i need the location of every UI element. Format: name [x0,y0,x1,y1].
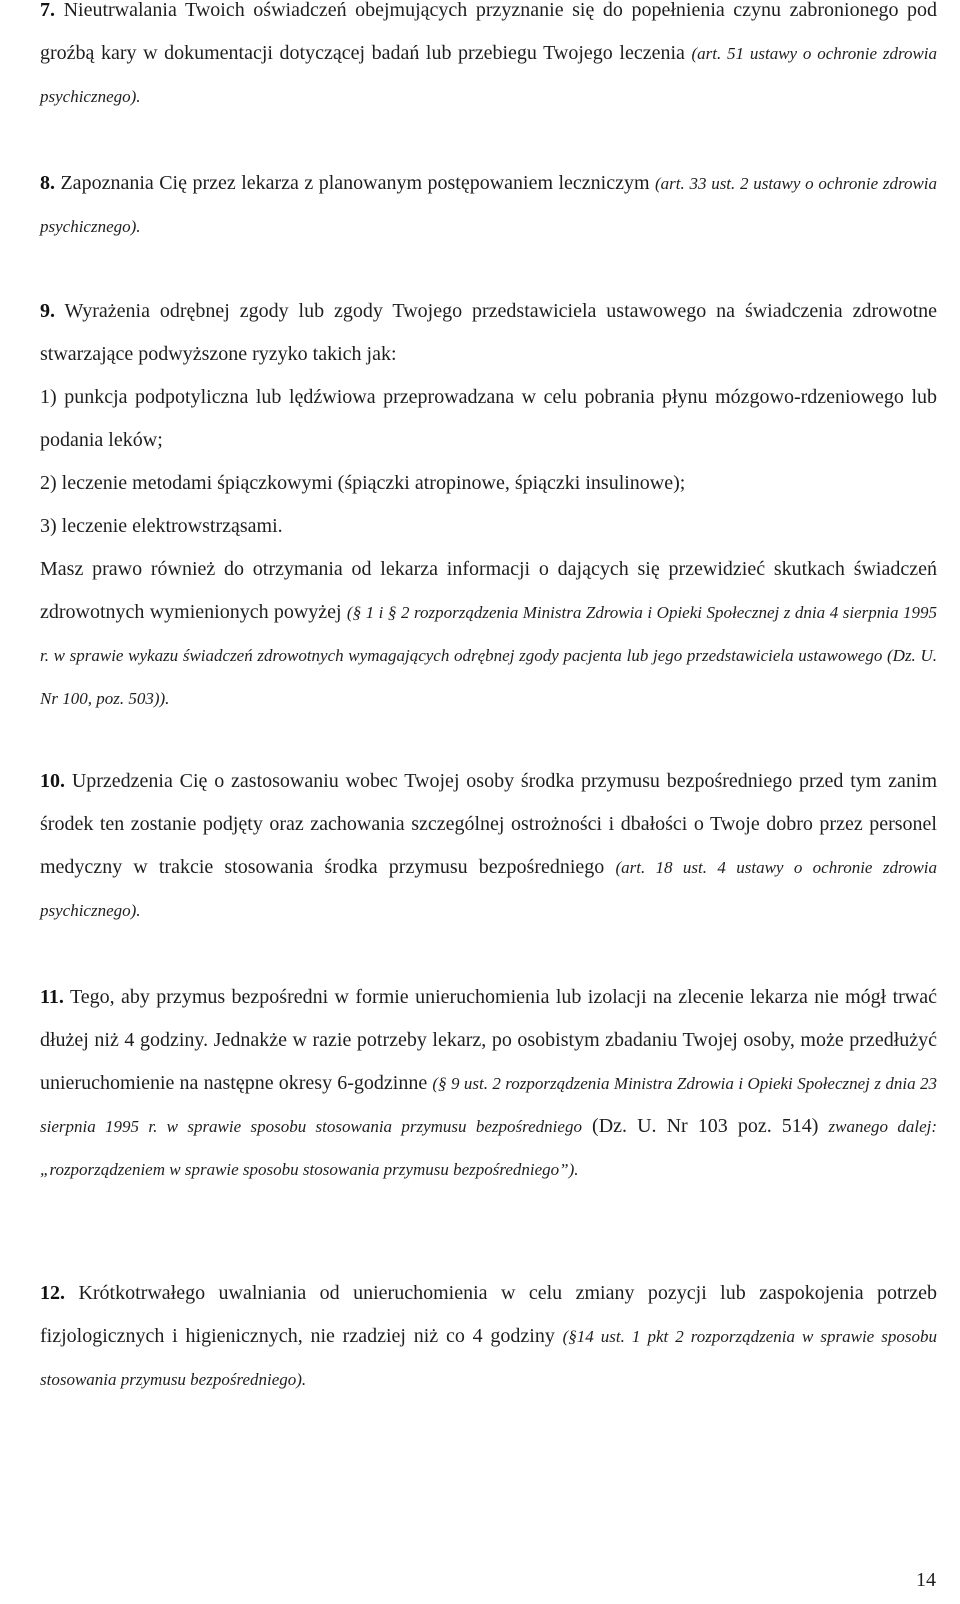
item-text: Tego, aby przymus bezpośredni w formie unieruchomienia lub izolacji na zlecenie lekarza nie mógł trwać dłużej niż 4 godziny. Jednakże w razie potrzeby lekarz, po osobistym zbadaniu Twojej osoby, może przedłużyć unieruchomienie na następne okresy 6-godzinne [40,986,937,1094]
item-citation: (§14 ust. 1 pkt 2 rozporządzenia w sprawie sposobu stosowania przymusu bezpośredniego). [40,1327,937,1389]
item-citation-tail: zwanego dalej: „rozporządzeniem w sprawie sposobu stosowania przymusu bezpośredniego”). [40,1117,938,1179]
item-number: 10. [40,770,65,792]
item-citation: (art. 33 ust. 2 ustawy o ochronie zdrowia psychicznego). [40,174,938,236]
item-continuation: Masz prawo również do otrzymania od lekarza informacji o dających się przewidzieć skutkach świadczeń zdrowotnych wymienionych powyżej [40,558,937,623]
item-11 [40,976,937,1191]
item-number: 8. [40,172,55,194]
sub-point-3: 3) leczenie elektrowstrząsami. [40,515,283,537]
item-number: 11. [40,986,64,1008]
item-7 [40,0,937,118]
item-citation: (§ 9 ust. 2 rozporządzenia Ministra Zdrowia i Opieki Społecznej z dnia 23 sierpnia 1995 r. w sprawie sposobu stosowania przymusu bezpośredniego [40,1074,937,1136]
sub-point-2: 2) leczenie metodami śpiączkowymi (śpiączki atropinowe, śpiączki insulinowe); [40,472,686,494]
item-number: 9. [40,300,55,322]
item-text: Nieutrwalania Twoich oświadczeń obejmujących przyznanie się do popełnienia czynu zabronionego pod groźbą kary w dokumentacji dotyczącej badań lub przebiegu Twojego leczenia [40,0,938,64]
item-number: 12. [40,1282,65,1304]
item-10 [40,760,937,932]
item-citation: (§ 1 i § 2 rozporządzenia Ministra Zdrowia i Opieki Społecznej z dnia 4 sierpnia 1995 r. w sprawie wykazu świadczeń zdrowotnych wymagających odrębnej zgody pacjenta lub jego przedstawiciela ustawowego (Dz. U. Nr 100, poz. 503)). [40,603,937,708]
item-number: 7. [40,0,55,21]
item-12 [40,1272,937,1401]
item-text: Wyrażenia odrębnej zgody lub zgody Twojego przedstawiciela ustawowego na świadczenia zdrowotne stwarzające podwyższone ryzyko takich jak: [40,300,937,365]
sub-point-1: 1) punkcja podpotyliczna lub lędźwiowa przeprowadzana w celu pobrania płynu mózgowo-rdzeniowego lub podania leków; [40,386,937,451]
page-number: 14 [916,1569,936,1591]
item-citation: (art. 51 ustawy o ochronie zdrowia psychicznego). [40,44,938,106]
item-text: Uprzedzenia Cię o zastosowaniu wobec Twojej osoby środka przymusu bezpośredniego przed tym zanim środek ten zostanie podjęty oraz zachowania szczególnej ostrożności i dbałości o Twoje dobro przez personel medyczny w trakcie stosowania środka przymusu bezpośredniego [40,770,938,878]
item-text: Zapoznania Cię przez lekarza z planowanym postępowaniem leczniczym [60,172,650,194]
item-9 [40,290,937,720]
item-citation: (art. 18 ust. 4 ustawy o ochronie zdrowia psychicznego). [40,858,938,920]
item-citation-plain: (Dz. U. Nr 103 poz. 514) [592,1115,819,1137]
item-text: Krótkotrwałego uwalniania od unieruchomienia w celu zmiany pozycji lub zaspokojenia potrzeb fizjologicznych i higienicznych, nie rzadziej niż co 4 godziny [40,1282,937,1347]
item-8 [40,162,937,248]
